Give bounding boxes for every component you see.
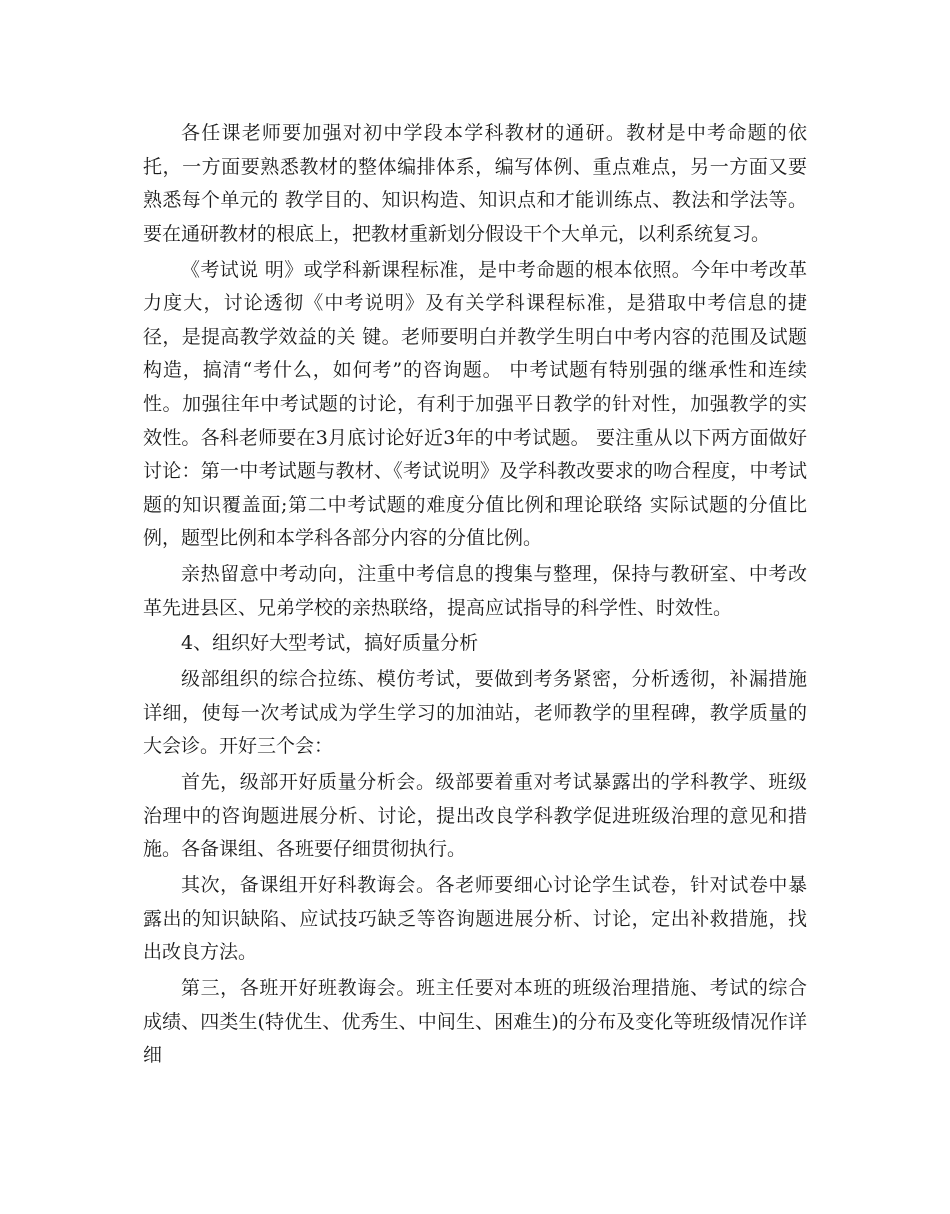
paragraph-6: 首先，级部开好质量分析会。级部要着重对考试暴露出的学科教学、班级治理中的咨询题进展分析、讨论，提出改良学科教学促进班级治理的意见和措施。各备课组、各班要仔细贯彻执行。 <box>143 771 807 861</box>
paragraph-1: 各任课老师要加强对初中学段本学科教材的通研。教材是中考命题的依托，一方面要熟悉教材的整体编排体系，编写体例、重点难点，另一方面又要熟悉每个单元的 教学目的、知识构造、知识点和才能训练点、教法和学法等。要在通研教材的根底上，把教材重新划分假设干个大单元，以利系统复习。 <box>143 122 807 245</box>
document-body <box>143 117 807 1075</box>
paragraph-5: 级部组织的综合拉练、模仿考试，要做到考务紧密，分析透彻，补漏措施详细，使每一次考试成为学生学习的加油站，老师教学的里程碑，教学质量的大会诊。开好三个会： <box>143 668 807 758</box>
paragraph-3: 亲热留意中考动向，注重中考信息的搜集与整理，保持与教研室、中考改革先进县区、兄弟学校的亲热联络，提高应试指导的科学性、时效性。 <box>143 563 807 619</box>
section-heading-4: 4、组织好大型考试，搞好质量分析 <box>181 632 479 655</box>
paragraph-8: 第三，各班开好班教诲会。班主任要对本班的班级治理措施、考试的综合成绩、四类生(特优生、优秀生、中间生、困难生)的分布及变化等班级情况作详细 <box>143 977 807 1067</box>
paragraph-7: 其次，备课组开好科教诲会。各老师要细心讨论学生试卷，针对试卷中暴露出的知识缺陷、应试技巧缺乏等咨询题进展分析、讨论，定出补救措施，找出改良方法。 <box>143 874 807 964</box>
paragraph-2: 《考试说 明》或学科新课程标准，是中考命题的根本依照。今年中考改革力度大，讨论透彻《中考说明》及有关学科课程标准，是猎取中考信息的捷径，是提高教学效益的关 键。老师要明白并教学生明白中考内容的范围及试题构造，搞清“考什么，如何考”的咨询题。 中考试题有特别强的继承性和连续性。加强往年中考试题的讨论，有利于加强平日教学的针对性，加强教学的实效性。各科老师要在3月底讨论好近3年的中考试题。 要注重从以下两方面做好讨论：第一中考试题与教材、《考试说明》及学科教改要求的吻合程度，中考试题的知识覆盖面;第二中考试题的难度分值比例和理论联络 实际试题的分值比例，题型比例和本学科各部分内容的分值比例。 <box>143 258 807 550</box>
